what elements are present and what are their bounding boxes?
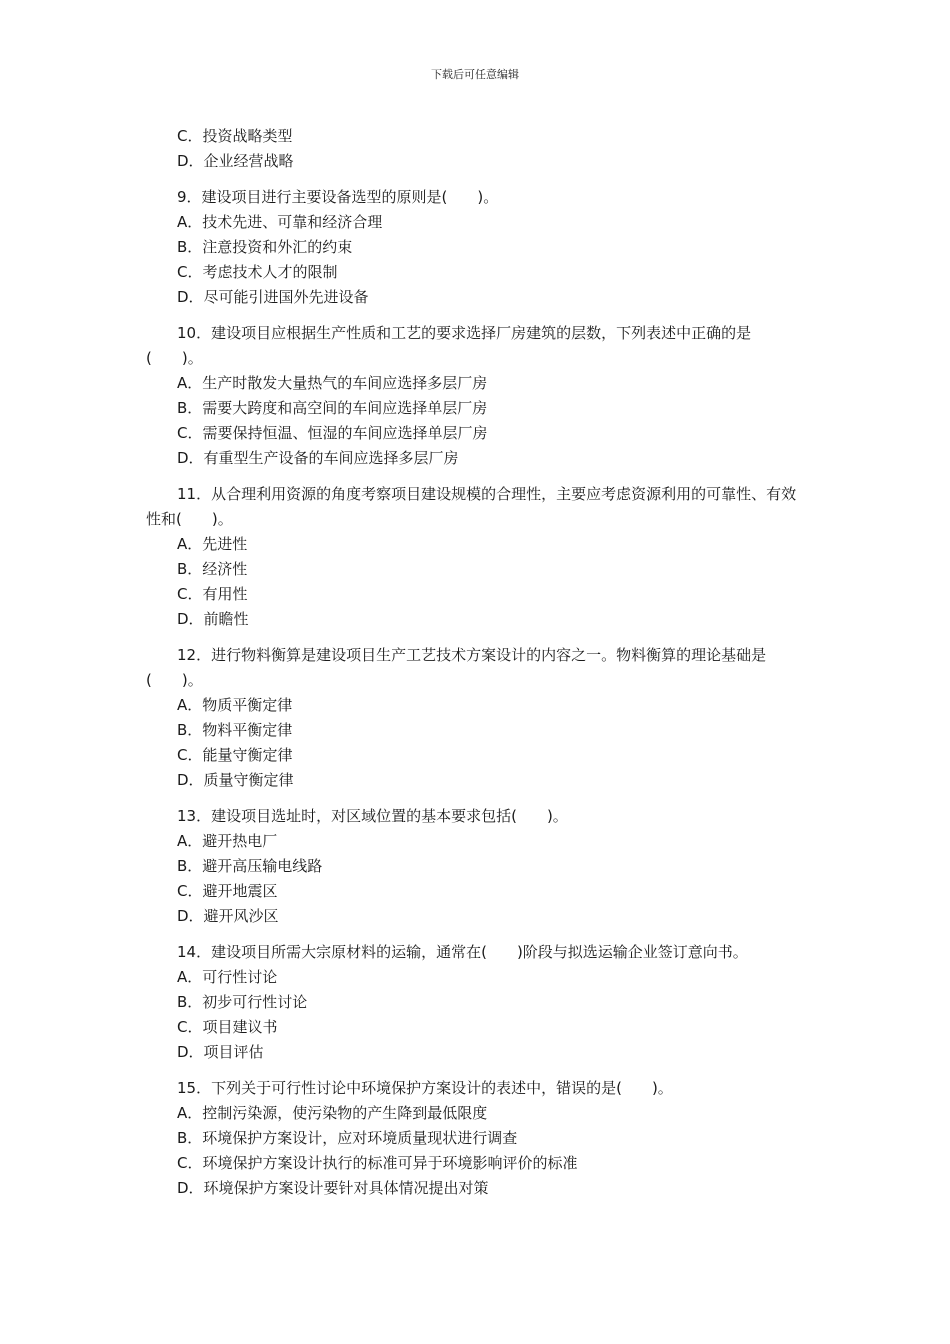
option-line: B．环境保护方案设计，应对环境质量现状进行调查 — [177, 1129, 518, 1147]
option-line: B．经济性 — [177, 560, 248, 578]
option-line: A．物质平衡定律 — [177, 696, 293, 714]
option-line: A．生产时散发大量热气的车间应选择多层厂房 — [177, 374, 488, 392]
page-header: 下载后可任意编辑 — [431, 68, 519, 81]
option-line: C．环境保护方案设计执行的标准可异于环境影响评价的标准 — [177, 1154, 578, 1172]
option-line: A．可行性讨论 — [177, 968, 278, 986]
lead-options — [146, 124, 806, 174]
option-line: B．初步可行性讨论 — [177, 993, 308, 1011]
option-line: C．项目建议书 — [177, 1018, 278, 1036]
option-line: B．物料平衡定律 — [177, 721, 293, 739]
question-15 — [146, 1076, 806, 1201]
option-line: C．能量守衡定律 — [177, 746, 293, 764]
question-stem: 13．建设项目选址时，对区域位置的基本要求包括( )。 — [177, 807, 568, 825]
question-stem: 14．建设项目所需大宗原材料的运输，通常在( )阶段与拟选运输企业签订意向书。 — [177, 943, 748, 961]
option-line: C．投资战略类型 — [177, 127, 293, 145]
question-14 — [146, 940, 806, 1065]
option-line: B．需要大跨度和高空间的车间应选择单层厂房 — [177, 399, 488, 417]
option-line: A．控制污染源，使污染物的产生降到最低限度 — [177, 1104, 488, 1122]
question-11 — [146, 482, 806, 632]
question-stem: 12．进行物料衡算是建设项目生产工艺技术方案设计的内容之一。物料衡算的理论基础是( )。 — [146, 646, 767, 689]
option-line: D．环境保护方案设计要针对具体情况提出对策 — [177, 1179, 489, 1197]
option-line: A．先进性 — [177, 535, 248, 553]
option-line: C．避开地震区 — [177, 882, 278, 900]
option-line: D．前瞻性 — [177, 610, 249, 628]
question-13 — [146, 804, 806, 929]
question-12 — [146, 643, 806, 793]
option-line: D．尽可能引进国外先进设备 — [177, 288, 369, 306]
question-stem: 15．下列关于可行性讨论中环境保护方案设计的表述中，错误的是( )。 — [177, 1079, 673, 1097]
question-stem: 9．建设项目进行主要设备选型的原则是( )。 — [177, 188, 499, 206]
option-line: D．避开风沙区 — [177, 907, 279, 925]
option-line: D．有重型生产设备的车间应选择多层厂房 — [177, 449, 459, 467]
question-stem: 10．建设项目应根据生产性质和工艺的要求选择厂房建筑的层数，下列表述中正确的是( )。 — [146, 324, 752, 367]
option-line: B．注意投资和外汇的约束 — [177, 238, 353, 256]
option-line: B．避开高压输电线路 — [177, 857, 323, 875]
option-line: A．避开热电厂 — [177, 832, 278, 850]
option-line: D．项目评估 — [177, 1043, 264, 1061]
document-body — [146, 124, 806, 1201]
option-line: D．质量守衡定律 — [177, 771, 294, 789]
question-9 — [146, 185, 806, 310]
question-stem: 11．从合理利用资源的角度考察项目建设规模的合理性，主要应考虑资源利用的可靠性、有效性和( )。 — [146, 485, 797, 528]
option-line: C．考虑技术人才的限制 — [177, 263, 338, 281]
option-line: C．有用性 — [177, 585, 248, 603]
option-line: A．技术先进、可靠和经济合理 — [177, 213, 383, 231]
option-line: C．需要保持恒温、恒湿的车间应选择单层厂房 — [177, 424, 488, 442]
option-line: D．企业经营战略 — [177, 152, 294, 170]
question-10 — [146, 321, 806, 471]
